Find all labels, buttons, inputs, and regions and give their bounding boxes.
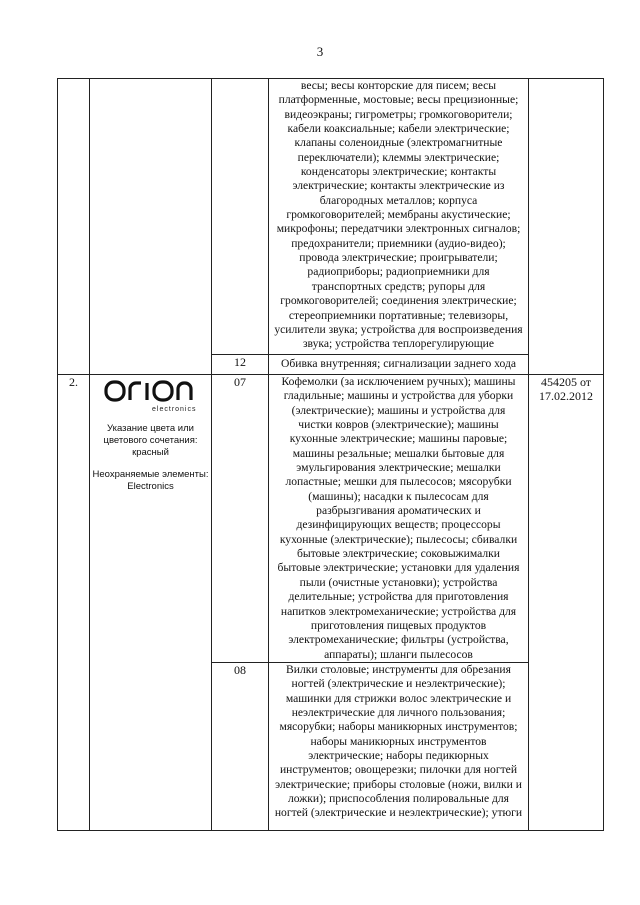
goods-line: весы; весы конторские для писем; весы — [300, 79, 497, 92]
goods-line: разбрызгивания ароматических и — [316, 504, 481, 518]
goods-line: ногтей (электрические и неэлектрические); — [291, 677, 506, 691]
goods-line: переключатели); клеммы электрические; — [297, 150, 500, 164]
goods-list-cell — [269, 662, 529, 830]
goods-line: машинки для стрижки волос электрические и — [285, 691, 512, 705]
class-code-cell: 07 — [212, 375, 269, 663]
goods-line: наборы маникюрных инструментов — [310, 734, 487, 748]
goods-line: делительные; устройства для приготовления — [288, 590, 509, 604]
goods-line: Обивка внутренняя; сигнализации заднего хода — [280, 357, 517, 370]
goods-line: аппараты); шланги пылесосов — [324, 647, 473, 661]
goods-line: бытовые электрические; установки для удаления — [277, 561, 520, 575]
class-code-cell: 08 — [212, 662, 269, 830]
goods-line: ногтей (электрические и неэлектрические); утюги — [274, 806, 523, 820]
goods-line: приготовления пищевых продуктов — [310, 618, 487, 632]
color-indication — [90, 423, 211, 459]
goods-line: эмульгирования электрические; мешалки — [296, 461, 501, 475]
row-number-cell — [58, 79, 90, 375]
goods-line: Вилки столовые; инструменты для обрезания — [286, 662, 511, 676]
goods-line: платформенные, мостовые; весы прецизионные; — [278, 93, 519, 107]
goods-line: мясорубки; наборы маникюрных инструментов; — [279, 720, 518, 734]
goods-line: предохранители; приемники (аудио-видео); — [291, 236, 506, 250]
registration-cell — [529, 375, 604, 831]
goods-line: (электрические); машины и устройства для — [291, 403, 506, 417]
goods-line: кухонные (электрические); пылесосы; сбивалки — [279, 532, 518, 546]
row-number-cell: 2. — [58, 375, 90, 831]
goods-line: видеоэкраны; гигрометры; громкоговорители; — [284, 107, 513, 121]
goods-line: кухонные электрические; машины паровые; — [289, 432, 508, 446]
goods-line: чистки ковров (электрические); машины — [298, 418, 499, 432]
goods-line: провода электрические; проигрыватели; — [299, 251, 498, 265]
mark-cell — [90, 375, 212, 831]
goods-line: благородных металлов; корпуса — [319, 193, 478, 207]
goods-line: усилители звука; устройства для воспроизведения — [274, 322, 523, 336]
goods-line: инструментов; овощерезки; пилочки для ногтей — [279, 763, 518, 777]
goods-line: кабели коаксиальные; кабели электрические; — [287, 122, 510, 136]
goods-line: звука; устройства теплорегулирующие — [302, 337, 495, 351]
goods-line: Кофемолки (за исключением ручных); машины — [281, 375, 516, 388]
class-code-cell — [212, 79, 269, 355]
registration-date: 17.02.2012 — [539, 389, 593, 403]
goods-line: напитков электромеханические; устройства для — [280, 604, 517, 618]
mark-cell — [90, 79, 212, 375]
goods-list-cell — [269, 375, 529, 663]
color-label: Указание цвета или цветового сочетания: — [103, 423, 198, 446]
orion-logo — [101, 379, 201, 413]
registration-number: 454205 от — [540, 375, 592, 389]
goods-list-cell — [269, 355, 529, 375]
goods-line: конденсаторы электрические; контакты — [300, 165, 497, 179]
goods-line: электрические; наборы педикюрных — [308, 748, 489, 762]
goods-line: микрофоны; передатчики электронных сигналов; — [276, 222, 521, 236]
goods-line: электромеханические; фильтры (устройства, — [288, 633, 509, 647]
goods-line: электрические; контакты электрические из — [292, 179, 505, 193]
goods-line: неэлектрические для личного пользования; — [291, 705, 506, 719]
goods-line: гладильные; машины и устройства для уборки — [283, 389, 514, 403]
goods-line: транспортных средств; рупоры для — [311, 279, 486, 293]
logo-wordmark-svg — [104, 379, 198, 403]
color-value: красный — [132, 447, 169, 458]
class-code-cell: 12 — [212, 355, 269, 375]
goods-line: (машины); насадки к пылесосам для — [308, 489, 489, 503]
goods-line: стереоприемники портативные; телевизоры, — [288, 308, 509, 322]
registration-cell — [529, 79, 604, 375]
goods-line: машины резальные; мешалки бытовые для — [292, 446, 505, 460]
goods-line: электрические; приборы столовые (ножи, вилки и — [275, 777, 522, 791]
goods-line: радиоприборы; радиоприемники для — [307, 265, 490, 279]
goods-list-cell — [269, 79, 529, 355]
goods-line: громкоговорителей; соединения электрические; — [280, 294, 517, 308]
goods-line: бытовые электрические; соковыжималки — [297, 547, 500, 561]
logo-wordmark — [101, 379, 201, 406]
registry-table — [57, 78, 604, 831]
goods-line: громкоговорителей; мембраны акустические; — [286, 208, 511, 222]
goods-line: клапаны соленоидные (электромагнитные — [294, 136, 503, 150]
logo-subtext: electronics — [152, 406, 197, 413]
unprotected-elements — [90, 469, 211, 493]
goods-line: пыли (очистные установки); устройства — [299, 575, 498, 589]
table-row — [58, 79, 604, 355]
table-row — [58, 375, 604, 663]
goods-line: лопастные; мешки для пылесосов; мясорубки — [285, 475, 512, 489]
goods-line: дезинфицирующих веществ; процессоры — [296, 518, 501, 532]
goods-line: ложки); приспособления полировальные для — [287, 791, 510, 805]
page-number: 3 — [316, 44, 324, 59]
unprotected-label: Неохраняемые элементы: Electronics — [92, 469, 209, 492]
